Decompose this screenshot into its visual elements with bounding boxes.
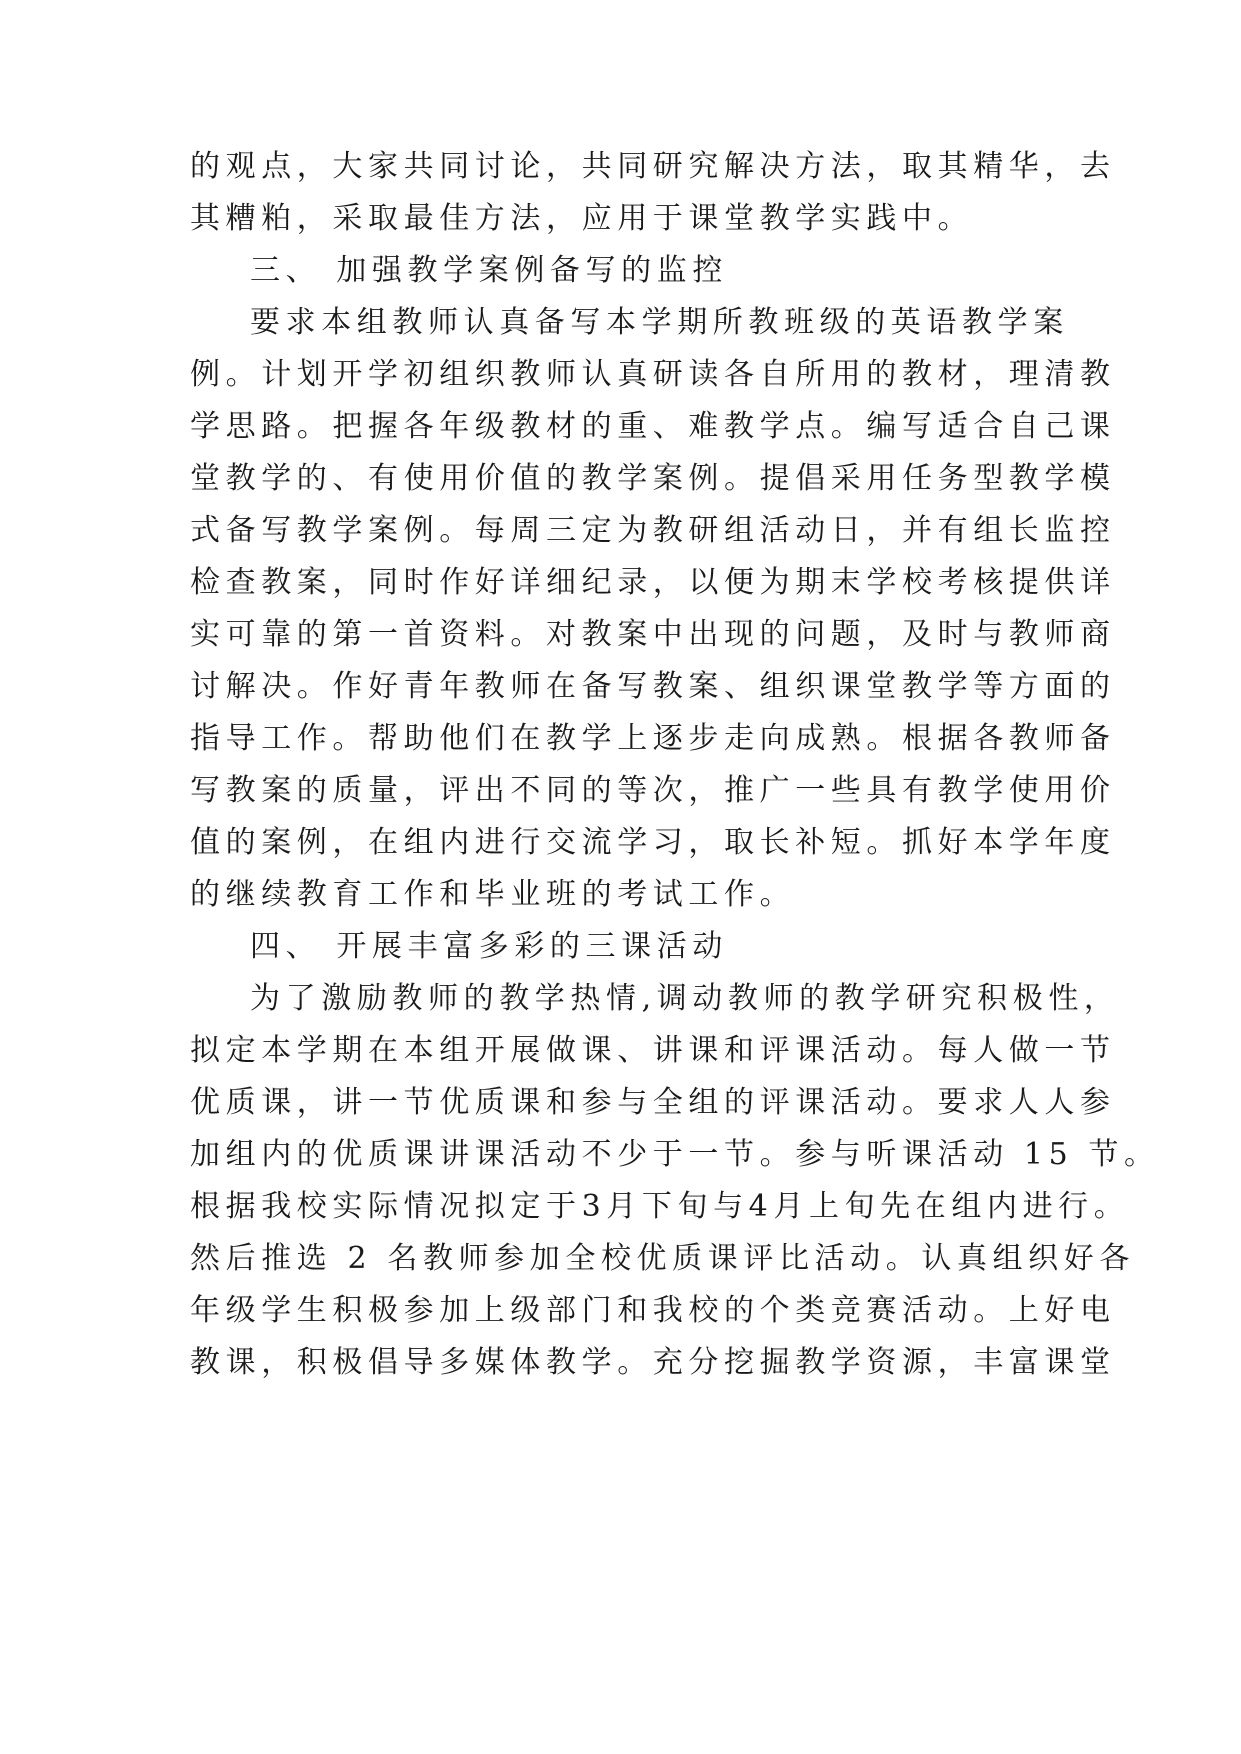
text-line: 例。计划开学初组织教师认真研读各自所用的教材，理清教 — [190, 357, 1116, 392]
text-line: 拟定本学期在本组开展做课、讲课和评课活动。每人做一节 — [190, 1033, 1116, 1068]
text-line: 其糟粕，采取最佳方法，应用于课堂教学实践中。 — [190, 201, 974, 236]
text-line: 堂教学的、有使用价值的教学案例。提倡采用任务型教学模 — [190, 461, 1116, 496]
text-line: 优质课，讲一节优质课和参与全组的评课活动。要求人人参 — [190, 1085, 1116, 1120]
text-line: 学思路。把握各年级教材的重、难教学点。编写适合自己课 — [190, 409, 1116, 444]
text-line: 讨解决。作好青年教师在备写教案、组织课堂教学等方面的 — [190, 669, 1116, 704]
text-line: 要求本组教师认真备写本学期所教班级的英语教学案 — [250, 305, 1069, 340]
text-line: 式备写教学案例。每周三定为教研组活动日，并有组长监控 — [190, 513, 1116, 548]
section-heading: 四、 开展丰富多彩的三课活动 — [250, 929, 728, 964]
text-line: 值的案例，在组内进行交流学习，取长补短。抓好本学年度 — [190, 825, 1116, 860]
text-line: 年级学生积极参加上级部门和我校的个类竞赛活动。上好电 — [190, 1293, 1116, 1328]
text-line: 为了激励教师的教学热情,调动教师的教学研究积极性， — [250, 981, 1120, 1016]
text-line: 写教案的质量，评出不同的等次，推广一些具有教学使用价 — [190, 773, 1116, 808]
section-heading: 三、 加强教学案例备写的监控 — [250, 253, 728, 288]
text-line: 教课，积极倡导多媒体教学。充分挖掘教学资源，丰富课堂 — [190, 1345, 1116, 1380]
text-line: 的继续教育工作和毕业班的考试工作。 — [190, 877, 796, 912]
text-line: 的观点，大家共同讨论，共同研究解决方法，取其精华，去 — [190, 149, 1116, 184]
text-line: 实可靠的第一首资料。对教案中出现的问题，及时与教师商 — [190, 617, 1116, 652]
text-line: 检查教案，同时作好详细纪录，以便为期末学校考核提供详 — [190, 565, 1116, 600]
text-line: 根据我校实际情况拟定于3月下旬与4月上旬先在组内进行。 — [190, 1189, 1130, 1224]
text-line: 然后推选 2 名教师参加全校优质课评比活动。认真组织好各 — [190, 1241, 1135, 1276]
text-line: 加组内的优质课讲课活动不少于一节。参与听课活动 15 节。 — [190, 1137, 1160, 1172]
text-line: 指导工作。帮助他们在教学上逐步走向成熟。根据各教师备 — [190, 721, 1116, 756]
